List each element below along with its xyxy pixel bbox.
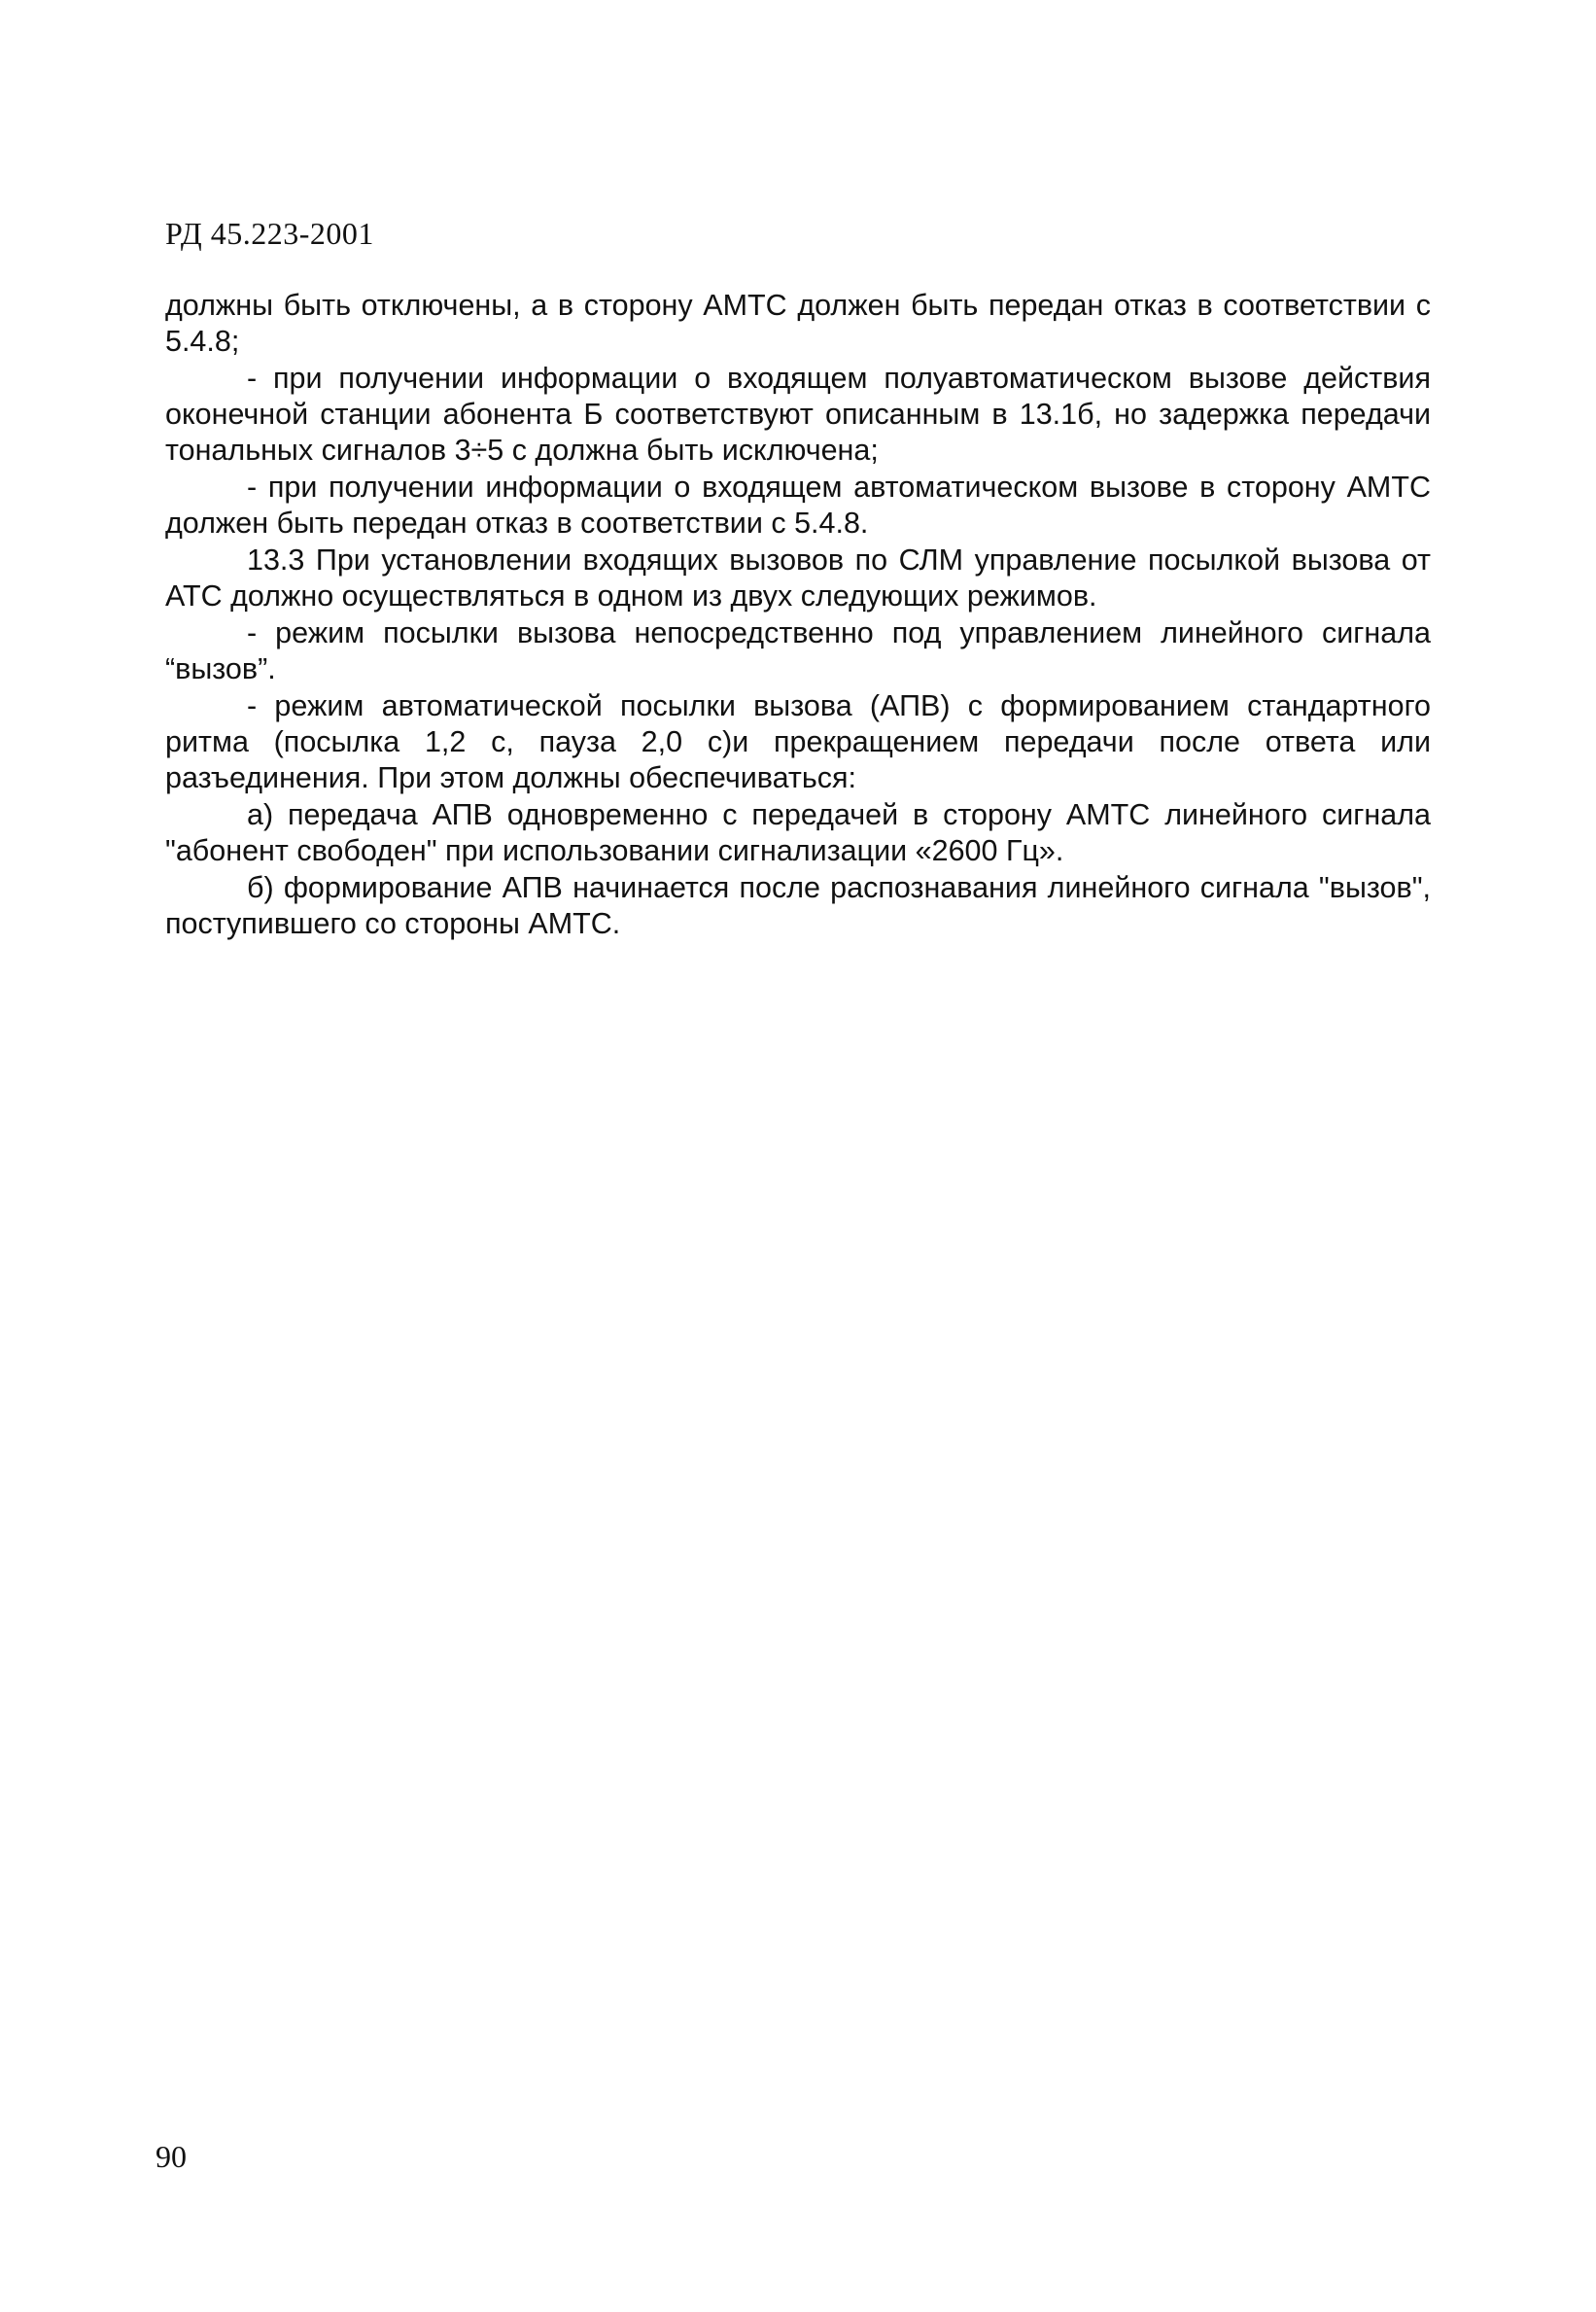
paragraph-semiauto-call: - при получении информации о входящем полуавтоматическом вызове действия оконечной станции абонента Б соответствуют описанным в 13.1б, но задержка передачи тональных сигналов 3÷5 с должна быть исключена;	[165, 362, 1431, 467]
paragraph-apv-mode: - режим автоматической посылки вызова (АПВ) с формированием стандартного ритма (посылка 1,2 с, пауза 2,0 с)и прекращением передачи после ответа или разъединения. При этом должны обеспечиваться:	[165, 689, 1431, 794]
document-body	[165, 288, 1431, 943]
document-code-header: РД 45.223-2001	[165, 216, 374, 251]
paragraph-item-b: б) формирование АПВ начинается после распознавания линейного сигнала "вызов", поступившего со стороны АМТС.	[165, 871, 1431, 940]
paragraph-item-a: а) передача АПВ одновременно с передачей в сторону АМТС линейного сигнала "абонент свободен" при использовании сигнализации «2600 Гц».	[165, 798, 1431, 867]
page-number: 90	[156, 2139, 187, 2174]
paragraph-direct-call-mode: - режим посылки вызова непосредственно под управлением линейного сигнала “вызов”.	[165, 616, 1431, 685]
paragraph-auto-call: - при получении информации о входящем автоматическом вызове в сторону АМТС должен быть передан отказ в соответствии с 5.4.8.	[165, 471, 1431, 540]
paragraph-continuation: должны быть отключены, а в сторону АМТС должен быть передан отказ в соответствии с 5.4.8;	[165, 289, 1431, 358]
paragraph-13-3: 13.3 При установлении входящих вызовов по СЛМ управление посылкой вызова от АТС должно осуществляться в одном из двух следующих режимов.	[165, 543, 1431, 613]
